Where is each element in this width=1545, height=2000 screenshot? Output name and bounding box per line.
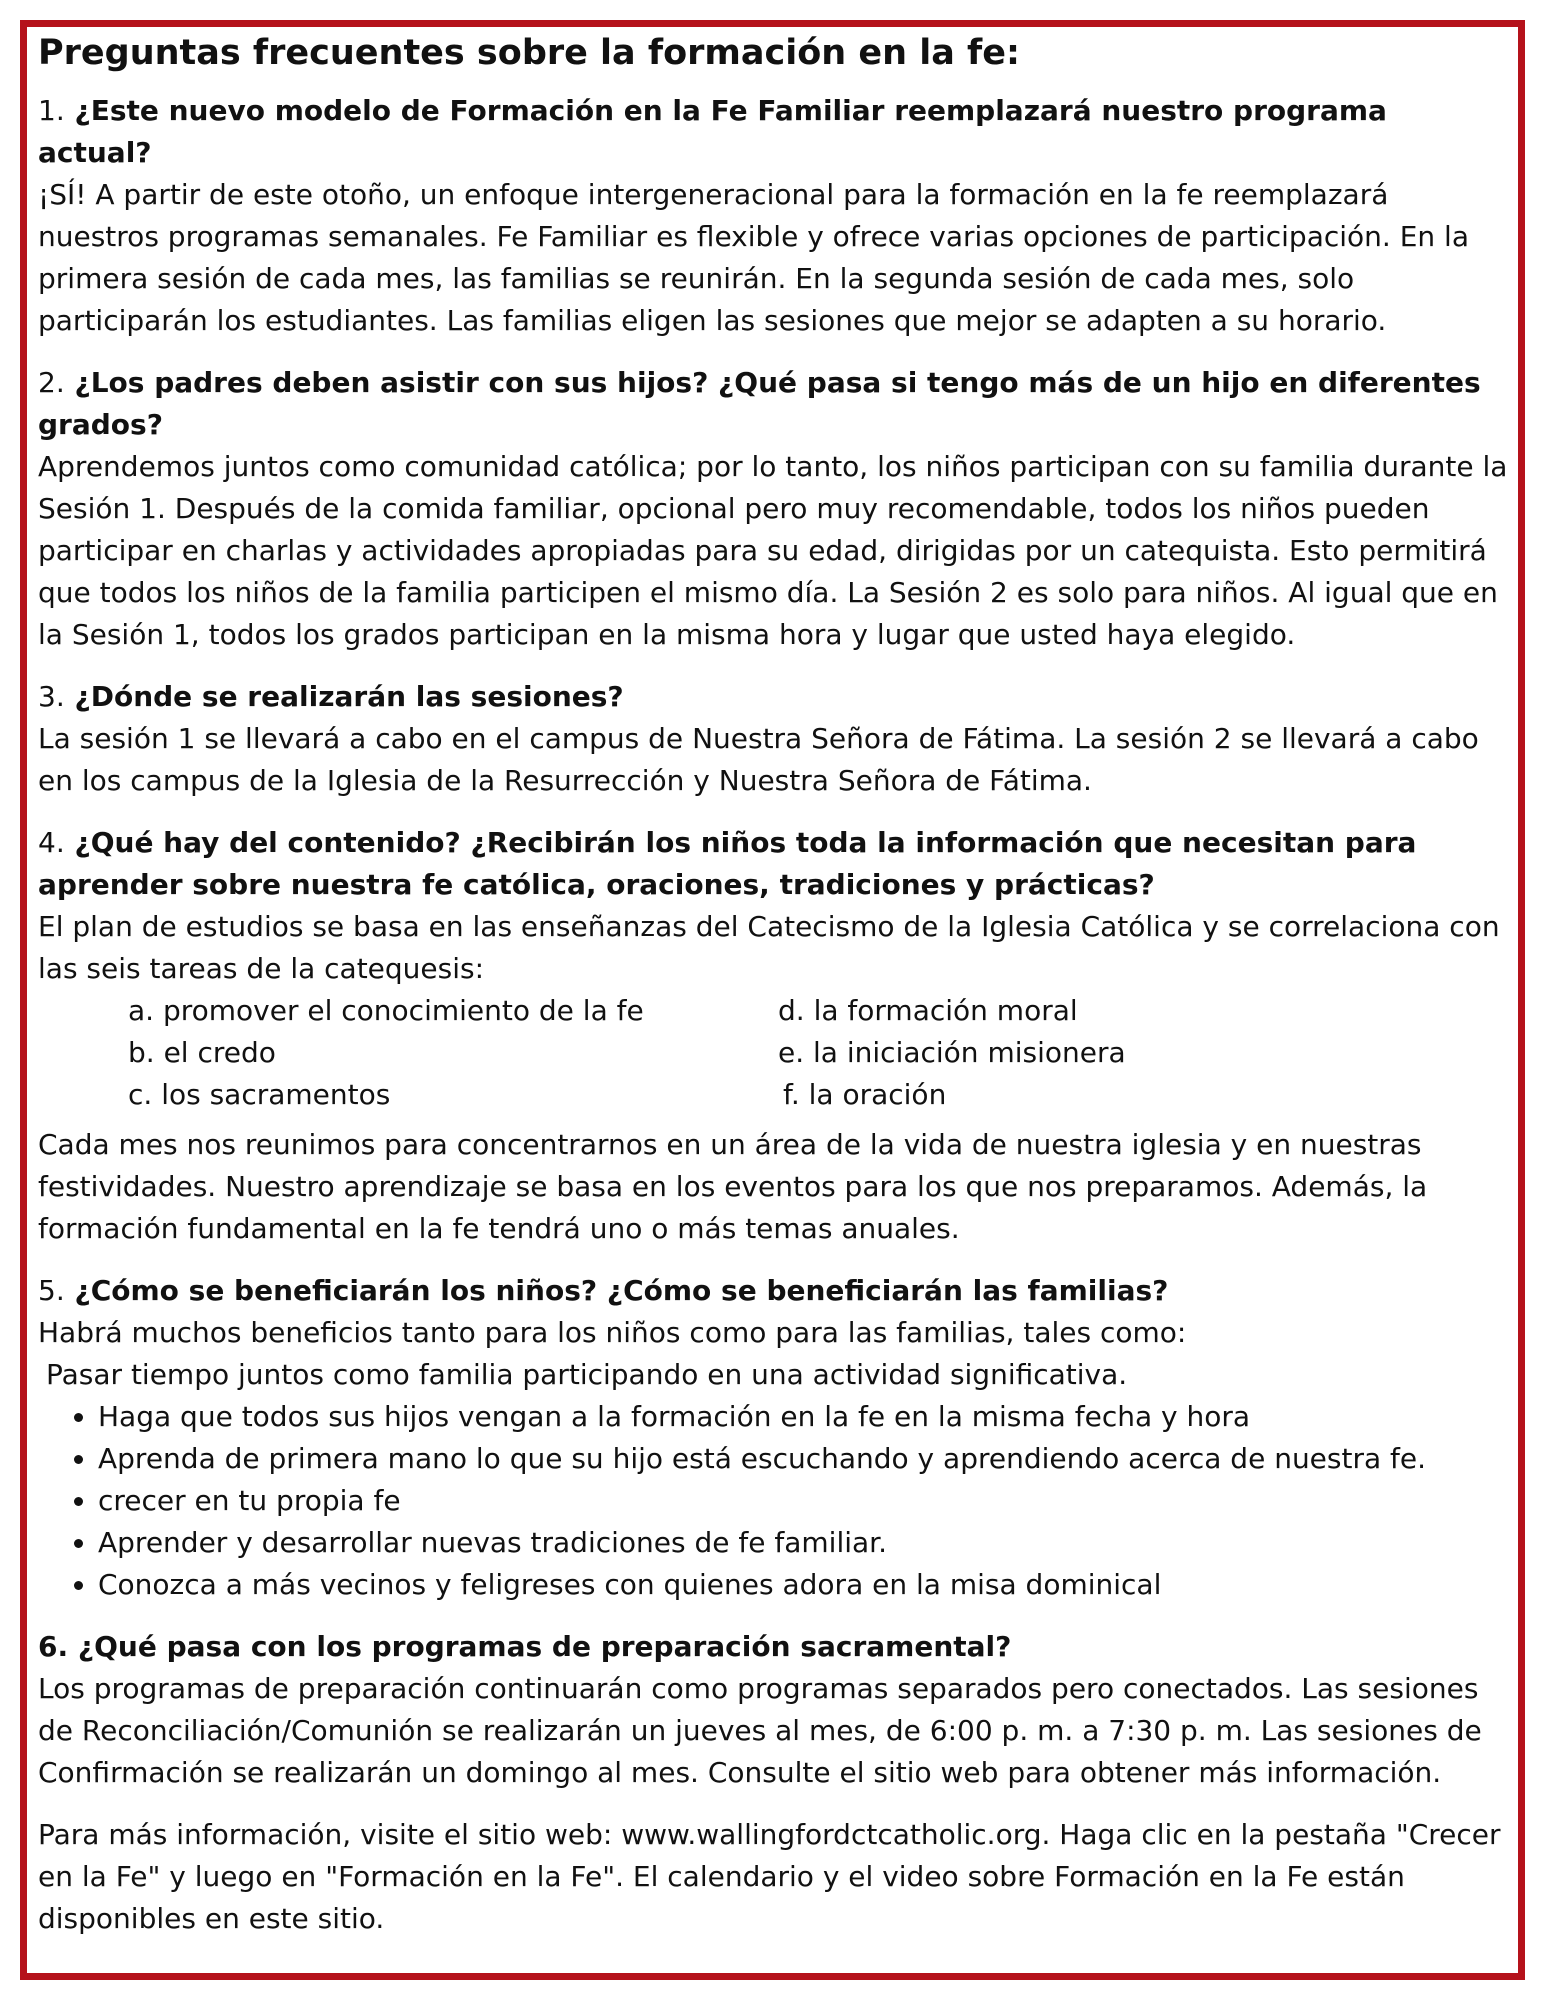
- page-title: Preguntas frecuentes sobre la formación en la fe:: [38, 33, 1020, 73]
- faq-answer: El plan de estudios se basa en las enseñanzas del Catecismo de la Iglesia Católica y se correlaciona con las seis tareas de la catequesis:: [38, 910, 1500, 985]
- question-number: 5.: [38, 1274, 65, 1307]
- question-text: ¿Qué hay del contenido? ¿Recibirán los niños toda la información que necesitan para aprender sobre nuestra fe católica, oraciones, tradiciones y prácticas?: [38, 826, 1417, 901]
- task-c: c. los sacramentos: [128, 1078, 391, 1111]
- benefit-item: • Aprender y desarrollar nuevas tradiciones de fe familiar.: [98, 1522, 1508, 1564]
- question-text: ¿Los padres deben asistir con sus hijos? ¿Qué pasa si tengo más de un hijo en diferentes grados?: [38, 366, 1481, 441]
- faq-question: [38, 676, 1508, 718]
- benefit-item: • crecer en tu propia fe: [98, 1480, 1508, 1522]
- question-number: 2.: [38, 366, 65, 399]
- faq-document: [38, 30, 1508, 1940]
- question-number: 6.: [38, 1630, 69, 1663]
- faq-item-1: [38, 90, 1508, 342]
- benefit-item: • Conozca a más vecinos y feligreses con quienes adora en la misa dominical: [98, 1564, 1508, 1606]
- question-text: ¿Cómo se beneficiarán los niños? ¿Cómo se beneficiarán las familias?: [74, 1274, 1169, 1307]
- faq-item-2: [38, 362, 1508, 656]
- task-a: a. promover el conocimiento de la fe: [128, 994, 644, 1027]
- faq-question: [38, 1626, 1508, 1668]
- faq-item-4: [38, 822, 1508, 1250]
- benefit-item: • Haga que todos sus hijos vengan a la formación en la fe en la misma fecha y hora: [98, 1396, 1508, 1438]
- faq-answer-continued: Cada mes nos reunimos para concentrarnos en un área de la vida de nuestra iglesia y en nuestras festividades. Nuestro aprendizaje se basa en los eventos para los que nos preparamos. Además, la formación fundamental en la fe tendrá uno o más temas anuales.: [38, 1128, 1428, 1245]
- benefits-list: [38, 1396, 1508, 1606]
- task-e: e. la iniciación misionera: [778, 1036, 1126, 1069]
- question-number: 1.: [38, 94, 65, 127]
- question-number: 4.: [38, 826, 65, 859]
- faq-answer: Habrá muchos beneficios tanto para los niños como para las familias, tales como:: [38, 1316, 1187, 1349]
- task-b: b. el credo: [128, 1036, 276, 1069]
- faq-item-6: [38, 1626, 1508, 1794]
- faq-item-5: [38, 1270, 1508, 1606]
- question-number: 3.: [38, 680, 65, 713]
- faq-question: [38, 90, 1508, 174]
- question-text: ¿Qué pasa con los programas de preparación sacramental?: [77, 1630, 1012, 1663]
- question-text: ¿Este nuevo modelo de Formación en la Fe Familiar reemplazará nuestro programa actual?: [38, 94, 1387, 169]
- faq-item-3: [38, 676, 1508, 802]
- faq-answer: Los programas de preparación continuarán como programas separados pero conectados. Las sesiones de Reconciliación/Comunión se realizarán un jueves al mes, de 6:00 p. m. a 7:30 p. m. Las sesiones de Confirmación se realizarán un domingo al mes. Consulte el sitio web para obtener más información.: [38, 1672, 1482, 1789]
- faq-question: [38, 362, 1508, 446]
- benefit-item: • Aprenda de primera mano lo que su hijo está escuchando y aprendiendo acerca de nuestra fe.: [98, 1438, 1508, 1480]
- faq-answer: ¡SÍ! A partir de este otoño, un enfoque intergeneracional para la formación en la fe reemplazará nuestros programas semanales. Fe Familiar es flexible y ofrece varias opciones de participación. En la primera sesión de cada mes, las familias se reunirán. En la segunda sesión de cada mes, solo participarán los estudiantes. Las familias eligen las sesiones que mejor se adapten a su horario.: [38, 178, 1469, 337]
- benefit-intro: Pasar tiempo juntos como familia participando en una actividad significativa.: [46, 1358, 1128, 1391]
- catechesis-tasks: [38, 990, 1508, 1116]
- question-text: ¿Dónde se realizarán las sesiones?: [74, 680, 624, 713]
- faq-question: [38, 1270, 1508, 1312]
- faq-question: [38, 822, 1508, 906]
- faq-answer: Aprendemos juntos como comunidad católica; por lo tanto, los niños participan con su familia durante la Sesión 1. Después de la comida familiar, opcional pero muy recomendable, todos los niños pueden participar en charlas y actividades apropiadas para su edad, dirigidas por un catequista. Esto permitirá que todos los niños de la familia participen el mismo día. La Sesión 2 es solo para niños. Al igual que en la Sesión 1, todos los grados participan en la misma hora y lugar que usted haya elegido.: [38, 450, 1508, 651]
- task-f: f. la oración: [783, 1078, 947, 1111]
- faq-answer: La sesión 1 se llevará a cabo en el campus de Nuestra Señora de Fátima. La sesión 2 se llevará a cabo en los campus de la Iglesia de la Resurrección y Nuestra Señora de Fátima.: [38, 722, 1479, 797]
- footer-info: Para más información, visite el sitio web: www.wallingfordctcatholic.org. Haga clic en la pestaña "Crecer en la Fe" y luego en "Formación en la Fe". El calendario y el video sobre Formación en la Fe están disponibles en este sitio.: [38, 1818, 1501, 1935]
- task-d: d. la formación moral: [778, 994, 1078, 1027]
